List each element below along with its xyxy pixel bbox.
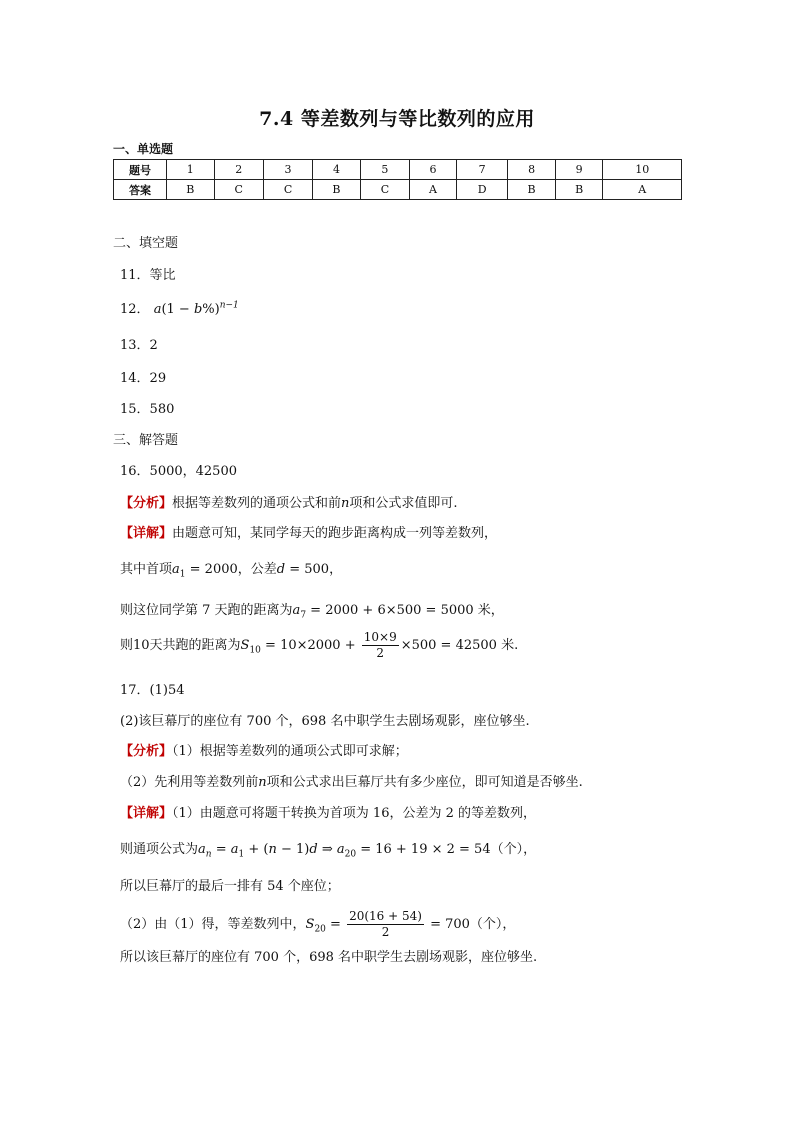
text: （2）先利用等差数列前: [120, 775, 259, 790]
text: − 1): [276, 842, 310, 857]
variable-a: a: [172, 562, 180, 577]
page-title: 7.4 等差数列与等比数列的应用: [259, 108, 535, 130]
answer-12-close: %): [202, 302, 220, 317]
q17-sum: [120, 909, 515, 940]
section-heading-fill-blank: 二、填空题: [113, 236, 179, 251]
analysis-tag: 【分析】: [120, 744, 173, 759]
answer-14: 14．29: [120, 371, 167, 386]
fraction-numerator: 20(16 + 54): [349, 909, 422, 923]
answer-12-label: 12．: [120, 302, 150, 317]
table-cell-number: 3: [263, 160, 312, 180]
fraction-numerator: 10×9: [363, 630, 397, 644]
table-cell-answer: C: [263, 180, 312, 200]
q17-detail: [120, 802, 536, 821]
text: =: [211, 842, 231, 857]
variable-a: a: [336, 842, 345, 857]
fraction: [362, 630, 399, 661]
q16-line-sum: [120, 630, 518, 661]
subscript: 10: [249, 645, 261, 656]
table-cell-number: 6: [410, 160, 457, 180]
analysis-text-b: 项和公式求值即可.: [349, 496, 458, 511]
q17-formula: [120, 838, 536, 860]
fraction-denominator: 2: [381, 925, 390, 939]
answer-12-exponent: n−1: [219, 300, 239, 311]
q17-final: 所以该巨幕厅的座位有 700 个，698 名中职学生去剧场观影，座位够坐.: [120, 950, 538, 965]
text: = 500，: [285, 562, 343, 577]
variable-n: n: [268, 842, 277, 857]
variable-d: d: [276, 562, 286, 577]
variable-n: n: [258, 775, 267, 790]
q17-analysis-2: [120, 771, 583, 790]
fraction-denominator: 2: [376, 646, 385, 660]
table-cell-answer: A: [603, 180, 682, 200]
table-cell-answer: D: [456, 180, 507, 200]
subscript: 1: [179, 569, 186, 580]
table-cell-number: 4: [313, 160, 361, 180]
section-heading-solutions: 三、解答题: [113, 433, 179, 448]
subscript: 7: [300, 610, 307, 621]
variable-a: a: [292, 603, 301, 618]
table-header-cell: 答案: [114, 180, 167, 200]
table-cell-number: 8: [508, 160, 556, 180]
answer-12-a: a: [153, 302, 162, 317]
table-cell-number: 5: [360, 160, 409, 180]
table-cell-answer: C: [360, 180, 409, 200]
subscript: 1: [238, 849, 245, 860]
text: 其中首项: [120, 562, 173, 577]
q17-analysis-1: [120, 740, 408, 759]
q17-seats: 所以巨幕厅的最后一排有 54 个座位；: [120, 879, 340, 894]
analysis-text-a: 根据等差数列的通项公式和前: [172, 496, 342, 511]
answer-15: 15．580: [120, 402, 175, 417]
table-cell-answer: B: [508, 180, 556, 200]
q16-detail: [120, 522, 497, 541]
answer-16: 16．5000，42500: [120, 464, 237, 479]
table-row-numbers: [114, 160, 682, 180]
text: = 16 + 19 × 2 = 54（个），: [356, 842, 537, 857]
detail-text: 由题意可知，某同学每天的跑步距离构成一列等差数列，: [172, 526, 498, 541]
detail-tag: 【详解】: [120, 526, 173, 541]
section-heading-single-choice: 一、单选题: [113, 142, 174, 156]
text: = 2000 + 6×500 = 5000 米，: [306, 603, 504, 618]
fraction: [347, 909, 424, 940]
table-cell-number: 10: [603, 160, 682, 180]
text: + (: [244, 842, 269, 857]
table-row-answers: [114, 180, 682, 200]
text: 项和公式求出巨幕厅共有多少座位，即可知道是否够坐.: [266, 775, 583, 790]
subscript: 20: [314, 924, 326, 935]
subscript: n: [205, 849, 212, 860]
text: = 2000，公差: [185, 562, 277, 577]
detail-tag: 【详解】: [120, 806, 173, 821]
text: ×500 = 42500 米.: [400, 638, 519, 653]
answer-17-part2: (2)该巨幕厅的座位有 700 个，698 名中职学生去剧场观影，座位够坐.: [120, 714, 530, 729]
text: （1）根据等差数列的通项公式即可求解；: [172, 744, 408, 759]
table-header-cell: 题号: [114, 160, 167, 180]
answer-11: 11．等比: [120, 268, 176, 283]
q16-line-first-term: [120, 558, 342, 580]
table-cell-answer: A: [410, 180, 457, 200]
table-cell-answer: B: [555, 180, 603, 200]
text: = 10×2000 +: [260, 638, 360, 653]
table-cell-answer: C: [214, 180, 263, 200]
variable-n: n: [341, 496, 350, 511]
text: = 700（个），: [425, 917, 516, 932]
text: =: [325, 917, 346, 932]
variable-s: S: [305, 917, 315, 932]
variable-a: a: [198, 842, 206, 857]
table-cell-answer: B: [313, 180, 361, 200]
implies-arrow: ⇒: [317, 842, 337, 857]
text: （1）由题意可将题干转换为首项为 16，公差为 2 的等差数列，: [172, 806, 536, 821]
subscript: 20: [344, 849, 357, 860]
table-cell-number: 1: [167, 160, 215, 180]
answer-17-part1: 17．(1)54: [120, 683, 185, 698]
answer-12-open: (1 −: [161, 302, 194, 317]
answer-12: [120, 298, 239, 317]
answer-12-b: b: [193, 302, 203, 317]
text: 则这位同学第 7 天跑的距离为: [120, 603, 293, 618]
table-cell-answer: B: [167, 180, 215, 200]
text: （2）由（1）得，等差数列中，: [120, 917, 306, 932]
text: 则10天共跑的距离为: [120, 638, 241, 653]
q16-analysis: [120, 492, 458, 511]
answer-13: 13．2: [120, 338, 158, 353]
analysis-tag: 【分析】: [120, 496, 173, 511]
table-cell-number: 9: [555, 160, 603, 180]
q16-line-day7: [120, 599, 504, 621]
table-cell-number: 7: [456, 160, 507, 180]
variable-a: a: [230, 842, 239, 857]
answer-table: [113, 159, 682, 200]
variable-d: d: [309, 842, 318, 857]
text: 则通项公式为: [120, 842, 199, 857]
table-cell-number: 2: [214, 160, 263, 180]
variable-s: S: [240, 638, 250, 653]
